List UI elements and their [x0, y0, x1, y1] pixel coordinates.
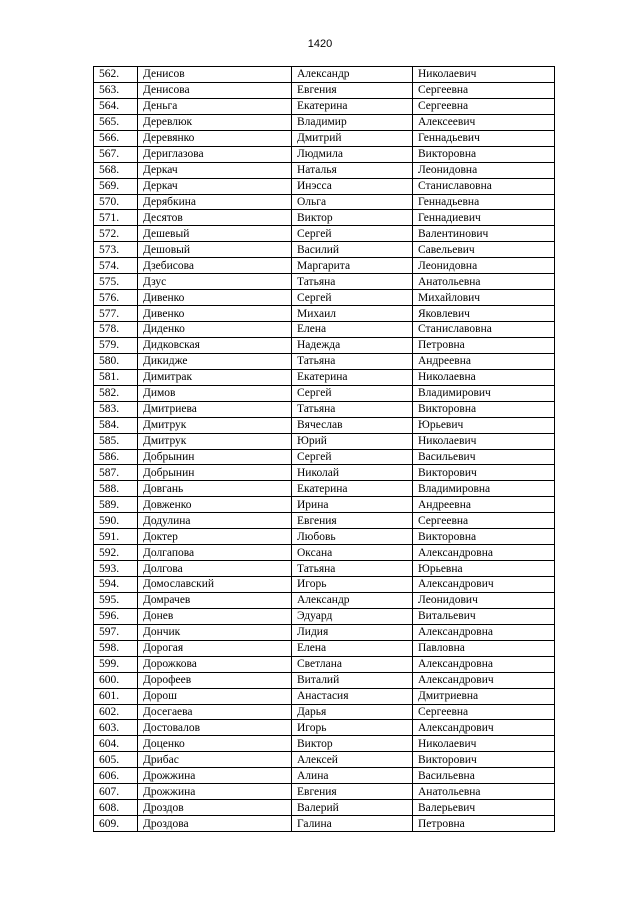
row-number-cell: 606.	[94, 768, 138, 784]
row-number-cell: 581.	[94, 369, 138, 385]
first-name-cell: Надежда	[292, 337, 413, 353]
table-row	[94, 768, 555, 784]
row-number-cell: 580.	[94, 353, 138, 369]
first-name-cell: Виктор	[292, 210, 413, 226]
table-row	[94, 800, 555, 816]
first-name-cell: Елена	[292, 322, 413, 338]
row-number-cell: 569.	[94, 178, 138, 194]
table-row	[94, 67, 555, 83]
patronymic-cell: Александрович	[413, 672, 555, 688]
first-name-cell: Евгения	[292, 513, 413, 529]
first-name-cell: Алексей	[292, 752, 413, 768]
last-name-cell: Додулина	[138, 513, 292, 529]
table-row	[94, 816, 555, 832]
table-row	[94, 704, 555, 720]
patronymic-cell: Витальевич	[413, 608, 555, 624]
patronymic-cell: Геннадиевич	[413, 210, 555, 226]
table-row	[94, 672, 555, 688]
row-number-cell: 605.	[94, 752, 138, 768]
table-row	[94, 561, 555, 577]
first-name-cell: Евгения	[292, 784, 413, 800]
row-number-cell: 600.	[94, 672, 138, 688]
row-number-cell: 582.	[94, 385, 138, 401]
patronymic-cell: Владимирович	[413, 385, 555, 401]
patronymic-cell: Юрьевич	[413, 417, 555, 433]
first-name-cell: Дарья	[292, 704, 413, 720]
first-name-cell: Ирина	[292, 497, 413, 513]
patronymic-cell: Петровна	[413, 816, 555, 832]
first-name-cell: Михаил	[292, 306, 413, 322]
table-row	[94, 624, 555, 640]
patronymic-cell: Леонидовна	[413, 162, 555, 178]
row-number-cell: 599.	[94, 656, 138, 672]
patronymic-cell: Александрович	[413, 720, 555, 736]
first-name-cell: Анастасия	[292, 688, 413, 704]
last-name-cell: Димитрак	[138, 369, 292, 385]
patronymic-cell: Владимировна	[413, 481, 555, 497]
names-table-body	[94, 67, 555, 832]
first-name-cell: Татьяна	[292, 401, 413, 417]
last-name-cell: Достовалов	[138, 720, 292, 736]
table-row	[94, 417, 555, 433]
last-name-cell: Деревянко	[138, 130, 292, 146]
first-name-cell: Татьяна	[292, 274, 413, 290]
first-name-cell: Александр	[292, 67, 413, 83]
last-name-cell: Доктер	[138, 529, 292, 545]
table-row	[94, 449, 555, 465]
table-row	[94, 353, 555, 369]
first-name-cell: Сергей	[292, 226, 413, 242]
last-name-cell: Добрынин	[138, 449, 292, 465]
first-name-cell: Вячеслав	[292, 417, 413, 433]
row-number-cell: 563.	[94, 82, 138, 98]
first-name-cell: Василий	[292, 242, 413, 258]
last-name-cell: Дорогая	[138, 640, 292, 656]
last-name-cell: Долгова	[138, 561, 292, 577]
row-number-cell: 573.	[94, 242, 138, 258]
patronymic-cell: Валентинович	[413, 226, 555, 242]
row-number-cell: 586.	[94, 449, 138, 465]
first-name-cell: Алина	[292, 768, 413, 784]
table-row	[94, 242, 555, 258]
patronymic-cell: Викторовна	[413, 401, 555, 417]
last-name-cell: Дрибас	[138, 752, 292, 768]
last-name-cell: Дмитрук	[138, 433, 292, 449]
first-name-cell: Виталий	[292, 672, 413, 688]
patronymic-cell: Дмитриевна	[413, 688, 555, 704]
first-name-cell: Наталья	[292, 162, 413, 178]
first-name-cell: Татьяна	[292, 353, 413, 369]
first-name-cell: Екатерина	[292, 369, 413, 385]
last-name-cell: Дидковская	[138, 337, 292, 353]
patronymic-cell: Николаевна	[413, 369, 555, 385]
first-name-cell: Валерий	[292, 800, 413, 816]
last-name-cell: Денисов	[138, 67, 292, 83]
row-number-cell: 567.	[94, 146, 138, 162]
last-name-cell: Дрожжина	[138, 768, 292, 784]
last-name-cell: Добрынин	[138, 465, 292, 481]
first-name-cell: Людмила	[292, 146, 413, 162]
last-name-cell: Доценко	[138, 736, 292, 752]
row-number-cell: 609.	[94, 816, 138, 832]
table-row	[94, 529, 555, 545]
table-row	[94, 337, 555, 353]
first-name-cell: Сергей	[292, 449, 413, 465]
row-number-cell: 604.	[94, 736, 138, 752]
table-row	[94, 226, 555, 242]
first-name-cell: Инэсса	[292, 178, 413, 194]
row-number-cell: 608.	[94, 800, 138, 816]
last-name-cell: Димов	[138, 385, 292, 401]
patronymic-cell: Александровна	[413, 624, 555, 640]
patronymic-cell: Андреевна	[413, 497, 555, 513]
last-name-cell: Дроздова	[138, 816, 292, 832]
last-name-cell: Дивенко	[138, 306, 292, 322]
table-row	[94, 401, 555, 417]
table-row	[94, 98, 555, 114]
row-number-cell: 584.	[94, 417, 138, 433]
first-name-cell: Татьяна	[292, 561, 413, 577]
patronymic-cell: Андреевна	[413, 353, 555, 369]
patronymic-cell: Николаевич	[413, 736, 555, 752]
row-number-cell: 570.	[94, 194, 138, 210]
patronymic-cell: Геннадьевна	[413, 194, 555, 210]
row-number-cell: 565.	[94, 114, 138, 130]
table-row	[94, 513, 555, 529]
last-name-cell: Дмитрук	[138, 417, 292, 433]
last-name-cell: Дроздов	[138, 800, 292, 816]
last-name-cell: Деркач	[138, 178, 292, 194]
last-name-cell: Десятов	[138, 210, 292, 226]
table-row	[94, 592, 555, 608]
first-name-cell: Дмитрий	[292, 130, 413, 146]
last-name-cell: Дзебисова	[138, 258, 292, 274]
row-number-cell: 568.	[94, 162, 138, 178]
row-number-cell: 589.	[94, 497, 138, 513]
patronymic-cell: Викторович	[413, 752, 555, 768]
last-name-cell: Деркач	[138, 162, 292, 178]
table-row	[94, 146, 555, 162]
patronymic-cell: Станиславовна	[413, 178, 555, 194]
first-name-cell: Екатерина	[292, 98, 413, 114]
row-number-cell: 575.	[94, 274, 138, 290]
first-name-cell: Владимир	[292, 114, 413, 130]
table-row	[94, 369, 555, 385]
last-name-cell: Довженко	[138, 497, 292, 513]
table-row	[94, 720, 555, 736]
first-name-cell: Галина	[292, 816, 413, 832]
patronymic-cell: Валерьевич	[413, 800, 555, 816]
patronymic-cell: Васильевич	[413, 449, 555, 465]
row-number-cell: 597.	[94, 624, 138, 640]
row-number-cell: 576.	[94, 290, 138, 306]
first-name-cell: Светлана	[292, 656, 413, 672]
patronymic-cell: Сергеевна	[413, 98, 555, 114]
table-row	[94, 433, 555, 449]
first-name-cell: Оксана	[292, 545, 413, 561]
row-number-cell: 585.	[94, 433, 138, 449]
last-name-cell: Деревлюк	[138, 114, 292, 130]
row-number-cell: 607.	[94, 784, 138, 800]
table-row	[94, 290, 555, 306]
patronymic-cell: Юрьевна	[413, 561, 555, 577]
row-number-cell: 601.	[94, 688, 138, 704]
row-number-cell: 574.	[94, 258, 138, 274]
patronymic-cell: Александрович	[413, 577, 555, 593]
table-row	[94, 640, 555, 656]
row-number-cell: 578.	[94, 322, 138, 338]
patronymic-cell: Викторовна	[413, 529, 555, 545]
patronymic-cell: Александровна	[413, 545, 555, 561]
row-number-cell: 562.	[94, 67, 138, 83]
table-row	[94, 481, 555, 497]
first-name-cell: Сергей	[292, 385, 413, 401]
row-number-cell: 566.	[94, 130, 138, 146]
last-name-cell: Долгапова	[138, 545, 292, 561]
first-name-cell: Любовь	[292, 529, 413, 545]
page-number: 1420	[307, 38, 333, 50]
patronymic-cell: Алексеевич	[413, 114, 555, 130]
last-name-cell: Досегаева	[138, 704, 292, 720]
table-row	[94, 736, 555, 752]
patronymic-cell: Анатольевна	[413, 274, 555, 290]
names-table	[93, 66, 555, 832]
last-name-cell: Дикидже	[138, 353, 292, 369]
first-name-cell: Александр	[292, 592, 413, 608]
first-name-cell: Сергей	[292, 290, 413, 306]
patronymic-cell: Петровна	[413, 337, 555, 353]
patronymic-cell: Викторович	[413, 465, 555, 481]
row-number-cell: 591.	[94, 529, 138, 545]
last-name-cell: Дорош	[138, 688, 292, 704]
patronymic-cell: Яковлевич	[413, 306, 555, 322]
last-name-cell: Денисова	[138, 82, 292, 98]
last-name-cell: Дорофеев	[138, 672, 292, 688]
row-number-cell: 588.	[94, 481, 138, 497]
table-row	[94, 82, 555, 98]
table-row	[94, 465, 555, 481]
first-name-cell: Николай	[292, 465, 413, 481]
last-name-cell: Домрачев	[138, 592, 292, 608]
patronymic-cell: Михайлович	[413, 290, 555, 306]
first-name-cell: Игорь	[292, 720, 413, 736]
table-row	[94, 258, 555, 274]
table-row	[94, 545, 555, 561]
patronymic-cell: Павловна	[413, 640, 555, 656]
last-name-cell: Деньга	[138, 98, 292, 114]
row-number-cell: 583.	[94, 401, 138, 417]
last-name-cell: Дерябкина	[138, 194, 292, 210]
row-number-cell: 590.	[94, 513, 138, 529]
last-name-cell: Довгань	[138, 481, 292, 497]
first-name-cell: Юрий	[292, 433, 413, 449]
patronymic-cell: Николаевич	[413, 67, 555, 83]
last-name-cell: Диденко	[138, 322, 292, 338]
row-number-cell: 572.	[94, 226, 138, 242]
first-name-cell: Маргарита	[292, 258, 413, 274]
table-row	[94, 385, 555, 401]
first-name-cell: Ольга	[292, 194, 413, 210]
patronymic-cell: Савельевич	[413, 242, 555, 258]
table-row	[94, 274, 555, 290]
patronymic-cell: Сергеевна	[413, 82, 555, 98]
table-row	[94, 194, 555, 210]
first-name-cell: Екатерина	[292, 481, 413, 497]
table-row	[94, 162, 555, 178]
table-row	[94, 130, 555, 146]
last-name-cell: Домославский	[138, 577, 292, 593]
row-number-cell: 571.	[94, 210, 138, 226]
patronymic-cell: Леонидович	[413, 592, 555, 608]
table-row	[94, 688, 555, 704]
first-name-cell: Виктор	[292, 736, 413, 752]
last-name-cell: Дивенко	[138, 290, 292, 306]
table-row	[94, 784, 555, 800]
first-name-cell: Игорь	[292, 577, 413, 593]
last-name-cell: Дешовый	[138, 242, 292, 258]
table-row	[94, 497, 555, 513]
row-number-cell: 579.	[94, 337, 138, 353]
table-row	[94, 210, 555, 226]
last-name-cell: Дзус	[138, 274, 292, 290]
last-name-cell: Дрожжина	[138, 784, 292, 800]
row-number-cell: 595.	[94, 592, 138, 608]
first-name-cell: Евгения	[292, 82, 413, 98]
table-row	[94, 577, 555, 593]
patronymic-cell: Леонидовна	[413, 258, 555, 274]
row-number-cell: 602.	[94, 704, 138, 720]
last-name-cell: Дончик	[138, 624, 292, 640]
table-row	[94, 752, 555, 768]
patronymic-cell: Сергеевна	[413, 513, 555, 529]
patronymic-cell: Николаевич	[413, 433, 555, 449]
patronymic-cell: Геннадьевич	[413, 130, 555, 146]
patronymic-cell: Анатольевна	[413, 784, 555, 800]
row-number-cell: 594.	[94, 577, 138, 593]
table-row	[94, 114, 555, 130]
patronymic-cell: Станиславовна	[413, 322, 555, 338]
row-number-cell: 596.	[94, 608, 138, 624]
patronymic-cell: Александровна	[413, 656, 555, 672]
last-name-cell: Дорожкова	[138, 656, 292, 672]
table-row	[94, 656, 555, 672]
table-row	[94, 306, 555, 322]
row-number-cell: 603.	[94, 720, 138, 736]
last-name-cell: Дериглазова	[138, 146, 292, 162]
first-name-cell: Лидия	[292, 624, 413, 640]
patronymic-cell: Васильевна	[413, 768, 555, 784]
last-name-cell: Дешевый	[138, 226, 292, 242]
row-number-cell: 587.	[94, 465, 138, 481]
row-number-cell: 593.	[94, 561, 138, 577]
row-number-cell: 564.	[94, 98, 138, 114]
table-row	[94, 608, 555, 624]
last-name-cell: Донев	[138, 608, 292, 624]
patronymic-cell: Сергеевна	[413, 704, 555, 720]
row-number-cell: 577.	[94, 306, 138, 322]
last-name-cell: Дмитриева	[138, 401, 292, 417]
row-number-cell: 592.	[94, 545, 138, 561]
first-name-cell: Эдуард	[292, 608, 413, 624]
table-row	[94, 178, 555, 194]
table-row	[94, 322, 555, 338]
patronymic-cell: Викторовна	[413, 146, 555, 162]
first-name-cell: Елена	[292, 640, 413, 656]
row-number-cell: 598.	[94, 640, 138, 656]
